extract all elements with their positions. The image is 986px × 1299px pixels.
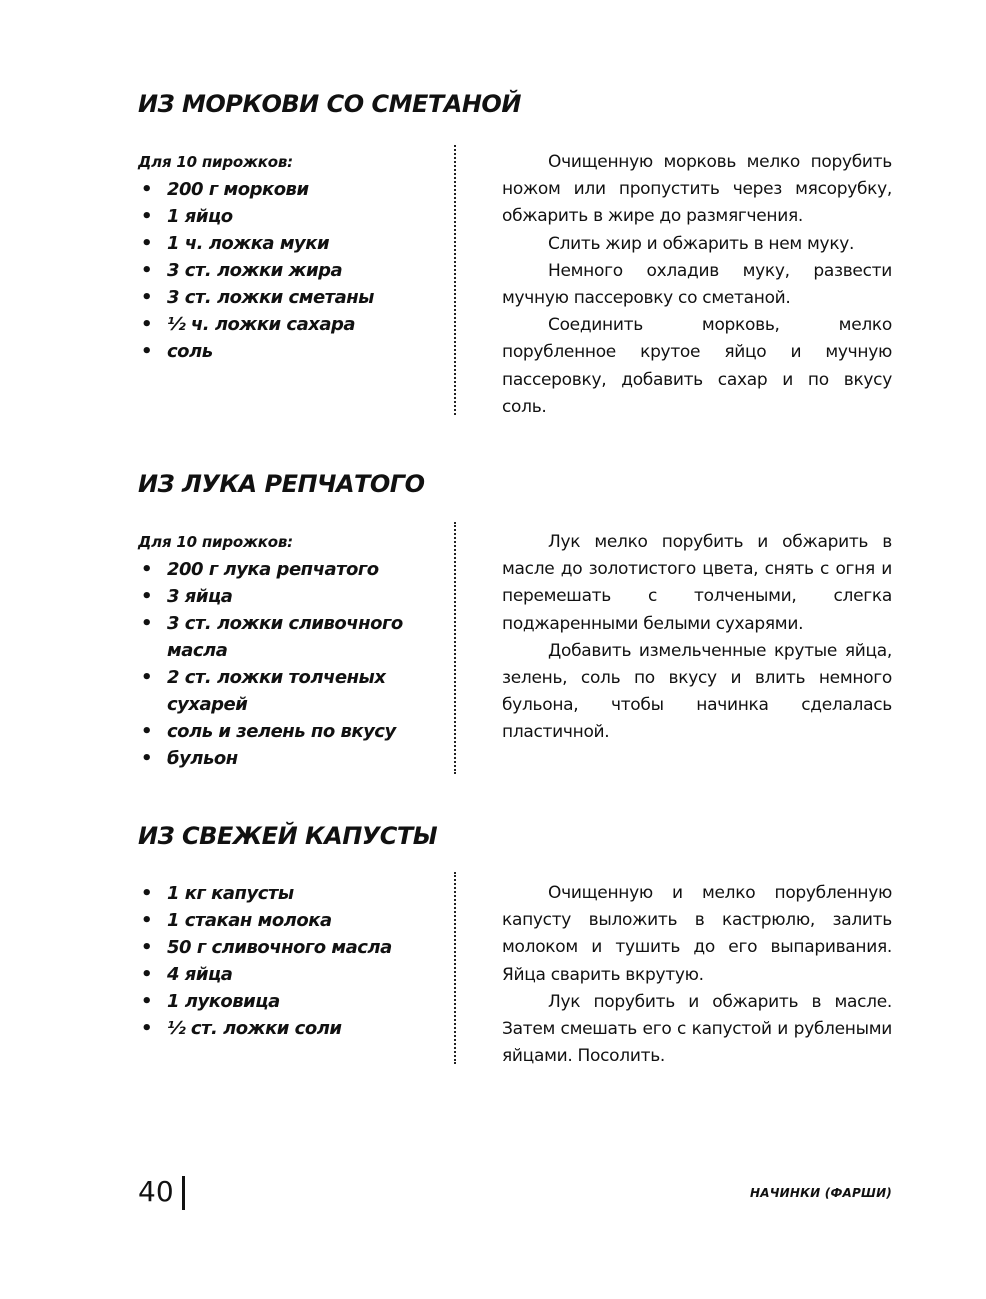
ingredient-item: • 3 яйца bbox=[138, 583, 428, 610]
method-text bbox=[502, 149, 892, 421]
method-paragraph: Очищенную и мелко порубленную капусту выложить в кастрюлю, залить молоком и тушить до его выпаривания. Яйца сварить вкрутую. bbox=[502, 883, 892, 985]
bullet-icon: • bbox=[141, 667, 153, 688]
ingredients-block bbox=[138, 529, 428, 772]
recipe-title: ИЗ ЛУКА РЕПЧАТОГО bbox=[138, 470, 425, 498]
bullet-icon: • bbox=[141, 613, 153, 634]
recipe-carrot bbox=[138, 90, 898, 430]
method-paragraph: Немного охладив муку, развести мучную пассеровку со сметаной. bbox=[502, 260, 892, 309]
ingredient-item: • 4 яйца bbox=[138, 961, 428, 988]
recipe-cabbage bbox=[138, 822, 898, 1072]
ingredient-item: • 50 г сливочного масла bbox=[138, 934, 428, 961]
ingredients-block bbox=[138, 880, 428, 1042]
ingredient-item: • 3 ст. ложки сметаны bbox=[138, 284, 428, 311]
bullet-icon: • bbox=[141, 206, 153, 227]
ingredients-block bbox=[138, 149, 428, 365]
ingredients-list bbox=[138, 556, 428, 772]
bullet-icon: • bbox=[141, 991, 153, 1012]
method-paragraph: Лук порубить и обжарить в масле. Затем смешать его с капустой и рублеными яйцами. Посолить. bbox=[502, 991, 892, 1067]
bullet-icon: • bbox=[141, 883, 153, 904]
recipe-title: ИЗ СВЕЖЕЙ КАПУСТЫ bbox=[138, 822, 438, 850]
bullet-icon: • bbox=[141, 748, 153, 769]
bullet-icon: • bbox=[141, 559, 153, 580]
column-divider bbox=[454, 522, 456, 774]
bullet-icon: • bbox=[141, 964, 153, 985]
ingredient-item: • 1 яйцо bbox=[138, 203, 428, 230]
ingredient-item: • 2 ст. ложки толченых сухарей bbox=[138, 664, 407, 718]
bullet-icon: • bbox=[141, 586, 153, 607]
recipe-title: ИЗ МОРКОВИ СО СМЕТАНОЙ bbox=[138, 90, 521, 118]
column-divider bbox=[454, 872, 456, 1064]
ingredient-item: • соль bbox=[138, 338, 428, 365]
method-paragraph: Лук мелко порубить и обжарить в масле до золотистого цвета, снять с огня и перемешать с толчеными, слегка поджаренными белыми сухарями. bbox=[502, 532, 892, 634]
bullet-icon: • bbox=[141, 287, 153, 308]
section-title: НАЧИНКИ (ФАРШИ) bbox=[750, 1186, 892, 1200]
bullet-icon: • bbox=[141, 1018, 153, 1039]
bullet-icon: • bbox=[141, 233, 153, 254]
ingredient-item: • 1 кг капусты bbox=[138, 880, 428, 907]
bullet-icon: • bbox=[141, 341, 153, 362]
bullet-icon: • bbox=[141, 179, 153, 200]
recipe-onion bbox=[138, 470, 898, 780]
ingredient-item: • 3 ст. ложки жира bbox=[138, 257, 428, 284]
ingredient-item: • 1 луковица bbox=[138, 988, 428, 1015]
bullet-icon: • bbox=[141, 260, 153, 281]
method-text bbox=[502, 529, 892, 747]
ingredients-list bbox=[138, 880, 428, 1042]
bullet-icon: • bbox=[141, 314, 153, 335]
ingredient-item: • 3 ст. ложки сливочного масла bbox=[138, 610, 407, 664]
ingredient-item: • ½ ст. ложки соли bbox=[138, 1015, 428, 1042]
ingredient-item: • ½ ч. ложки сахара bbox=[138, 311, 428, 338]
ingredient-item: • 200 г лука репчатого bbox=[138, 556, 428, 583]
method-text bbox=[502, 880, 892, 1070]
ingredient-item: • бульон bbox=[138, 745, 428, 772]
method-paragraph: Добавить измельченные крутые яйца, зелень, соль по вкусу и влить немного бульона, чтобы начинка сделалась пластичной. bbox=[502, 640, 892, 743]
ingredient-item: • 1 стакан молока bbox=[138, 907, 428, 934]
bullet-icon: • bbox=[141, 937, 153, 958]
method-paragraph: Слить жир и обжарить в нем муку. bbox=[548, 233, 855, 254]
ingredients-list bbox=[138, 176, 428, 365]
method-paragraph: Соединить морковь, мелко порубленное крутое яйцо и мучную пассеровку, добавить сахар и по вкусу соль. bbox=[502, 315, 892, 417]
page-number: 40 bbox=[138, 1175, 174, 1208]
bullet-icon: • bbox=[141, 910, 153, 931]
ingredient-item: • 200 г моркови bbox=[138, 176, 428, 203]
ingredient-item: • 1 ч. ложка муки bbox=[138, 230, 428, 257]
ingredient-item: • соль и зелень по вкусу bbox=[138, 718, 428, 745]
column-divider bbox=[454, 145, 456, 415]
footer-divider bbox=[182, 1176, 185, 1210]
ingredients-heading: Для 10 пирожков: bbox=[138, 533, 293, 551]
ingredients-heading: Для 10 пирожков: bbox=[138, 153, 293, 171]
method-paragraph: Очищенную морковь мелко порубить ножом или пропустить через мясорубку, обжарить в жире до размягчения. bbox=[502, 152, 892, 227]
bullet-icon: • bbox=[141, 721, 153, 742]
